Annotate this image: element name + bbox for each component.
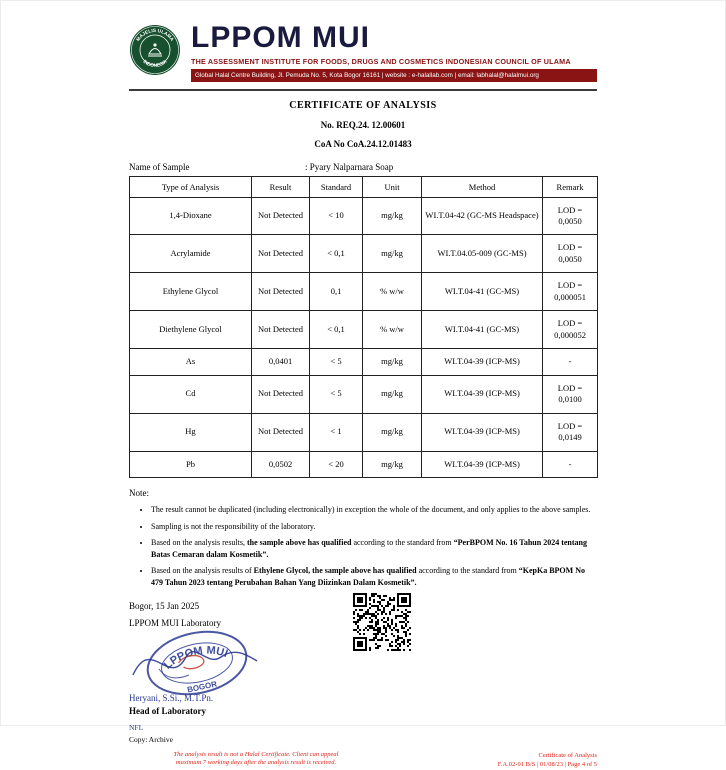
- note-text-segment: Based on the analysis results of: [151, 566, 254, 576]
- table-cell: WI.T.04-39 (ICP-MS): [422, 375, 543, 413]
- table-cell: Hg: [130, 413, 252, 451]
- signature-section: [129, 601, 597, 749]
- logo-text-bottom: INDONESIA: [141, 59, 169, 69]
- table-row: [130, 413, 598, 451]
- table-cell: < 10: [310, 197, 363, 235]
- signer-block: [129, 693, 213, 744]
- table-cell: Acrylamide: [130, 235, 252, 273]
- table-row: [130, 197, 598, 235]
- sample-name-row: [129, 162, 597, 172]
- table-header-row: [130, 176, 598, 197]
- stamp-text-top: LPPOM MUI: [161, 644, 230, 672]
- table-cell: WI.T.04-41 (GC-MS): [422, 311, 543, 349]
- table-cell: mg/kg: [363, 375, 422, 413]
- table-cell: mg/kg: [363, 235, 422, 273]
- page-footer: [129, 751, 597, 770]
- qr-code-icon: [353, 593, 411, 651]
- col-header-standard: Standard: [310, 176, 363, 197]
- notes-section: [129, 488, 597, 589]
- table-cell: LOD = 0,0050: [543, 197, 598, 235]
- table-cell: Diethylene Glycol: [130, 311, 252, 349]
- col-header-unit: Unit: [363, 176, 422, 197]
- table-cell: < 5: [310, 375, 363, 413]
- col-header-result: Result: [252, 176, 310, 197]
- document-type: Certificate of Analysis: [538, 751, 597, 759]
- note-text-segment: “KepKa BPOM No 479 Tahun 2023 tentang Perubahan Bahan Yang Diizinkan Dalam Kosmetik”.: [151, 566, 585, 588]
- table-cell: < 0,1: [310, 311, 363, 349]
- table-cell: Cd: [130, 375, 252, 413]
- stamp-text-bottom: BOGOR: [186, 679, 218, 695]
- table-cell: As: [130, 349, 252, 375]
- org-name: LPPOM MUI: [191, 21, 370, 54]
- note-text-segment: Based on the analysis results,: [151, 538, 247, 548]
- place-date: Bogor, 15 Jan 2025: [129, 600, 200, 611]
- table-cell: WI.T.04-39 (ICP-MS): [422, 451, 543, 477]
- note-text-segment: Sampling is not the responsibility of the laboratory.: [151, 521, 316, 531]
- note-text-segment: Ethylene Glycol, the sample above has qualified: [253, 566, 417, 576]
- table-cell: % w/w: [363, 311, 422, 349]
- table-cell: -: [543, 451, 598, 477]
- table-cell: Not Detected: [252, 235, 310, 273]
- sample-name-label: Name of Sample: [129, 161, 190, 172]
- signer-name: Heryani, S.Si., M.T.Pn.: [129, 692, 214, 703]
- table-row: [130, 349, 598, 375]
- note-text-segment: the sample above has qualified: [246, 538, 352, 548]
- table-cell: mg/kg: [363, 349, 422, 375]
- note-item: [151, 565, 597, 588]
- laboratory-name: LPPOM MUI Laboratory: [129, 617, 221, 628]
- table-cell: Not Detected: [252, 273, 310, 311]
- analysis-results-table: [129, 176, 598, 479]
- table-cell: LOD = 0,0100: [543, 375, 598, 413]
- mui-logo-seal-icon: [129, 24, 181, 76]
- header-divider: [129, 89, 597, 91]
- table-cell: LOD = 0,0149: [543, 413, 598, 451]
- table-row: [130, 273, 598, 311]
- table-cell: WI.T.04-39 (ICP-MS): [422, 413, 543, 451]
- table-row: [130, 451, 598, 477]
- signer-initials: NFL: [129, 722, 144, 732]
- coa-number: CoA No CoA.24.12.01483: [314, 138, 412, 149]
- document-title: CERTIFICATE OF ANALYSIS: [289, 99, 437, 111]
- sample-name-value: : Pyary Nalparnara Soap: [305, 161, 394, 172]
- table-cell: LOD = 0,0050: [543, 235, 598, 273]
- logo-text-top: MAJELIS ULAMA: [136, 28, 174, 43]
- table-row: [130, 375, 598, 413]
- col-header-method: Method: [422, 176, 543, 197]
- disclaimer-text: The analysis result is not a Halal Certificate. Client can appeal maximum 7 working days after the analysis result is received.: [173, 750, 339, 767]
- table-cell: < 5: [310, 349, 363, 375]
- table-cell: Not Detected: [252, 413, 310, 451]
- table-cell: < 0,1: [310, 235, 363, 273]
- table-cell: WI.T.04-42 (GC-MS Headspace): [422, 197, 543, 235]
- table-cell: -: [543, 349, 598, 375]
- table-cell: Not Detected: [252, 197, 310, 235]
- round-stamp-and-signature-icon: [129, 617, 265, 705]
- table-cell: % w/w: [363, 273, 422, 311]
- table-cell: LOD = 0,000052: [543, 311, 598, 349]
- col-header-remark: Remark: [543, 176, 598, 197]
- table-cell: WI.T.04-41 (GC-MS): [422, 273, 543, 311]
- note-text-segment: according to the standard from: [416, 566, 519, 576]
- table-row: [130, 311, 598, 349]
- table-cell: WI.T.04-39 (ICP-MS): [422, 349, 543, 375]
- table-body: [130, 197, 598, 478]
- table-cell: Not Detected: [252, 375, 310, 413]
- table-cell: mg/kg: [363, 413, 422, 451]
- table-cell: mg/kg: [363, 451, 422, 477]
- org-subtitle: THE ASSESSMENT INSTITUTE FOR FOODS, DRUGS AND COSMETICS INDONESIAN COUNCIL OF ULAMA: [191, 56, 571, 66]
- document-code-block: [498, 751, 597, 770]
- table-cell: < 20: [310, 451, 363, 477]
- table-cell: LOD = 0,000051: [543, 273, 598, 311]
- signer-title: Head of Laboratory: [129, 705, 206, 716]
- table-cell: 0,1: [310, 273, 363, 311]
- table-cell: Not Detected: [252, 311, 310, 349]
- table-cell: mg/kg: [363, 197, 422, 235]
- note-item: [151, 504, 597, 516]
- address-bar: Global Halal Centre Building, Jl. Pemuda No. 5, Kota Bogor 16161 | website : e-halallab.com | email: labhalal@halalmui.org: [191, 69, 597, 82]
- col-header-type-of-analysis: Type of Analysis: [130, 176, 252, 197]
- note-item: [151, 537, 597, 560]
- note-text-segment: The result cannot be duplicated (including electronically) in exception the whole of the document, and only applies to the above samples.: [151, 505, 591, 515]
- table-cell: 0,0401: [252, 349, 310, 375]
- table-row: [130, 235, 598, 273]
- table-cell: Ethylene Glycol: [130, 273, 252, 311]
- table-cell: WI.T.04.05-009 (GC-MS): [422, 235, 543, 273]
- table-cell: 0,0502: [252, 451, 310, 477]
- header: [129, 22, 597, 82]
- request-number: No. REQ.24. 12.00601: [320, 119, 406, 130]
- table-cell: 1,4-Dioxane: [130, 197, 252, 235]
- note-item: [151, 521, 597, 533]
- notes-label: Note:: [129, 488, 149, 499]
- note-text-segment: according to the standard from: [351, 538, 454, 548]
- table-cell: < 1: [310, 413, 363, 451]
- table-cell: Pb: [130, 451, 252, 477]
- document-code: F.A.02-01 B/S | 01/08/23 | Page 4 of 5: [497, 761, 597, 769]
- copy-line: Copy: Archive: [129, 734, 173, 744]
- note-text-segment: “PerBPOM No. 16 Tahun 2024 tentang Batas Cemaran dalam Kosmetik”.: [151, 538, 587, 559]
